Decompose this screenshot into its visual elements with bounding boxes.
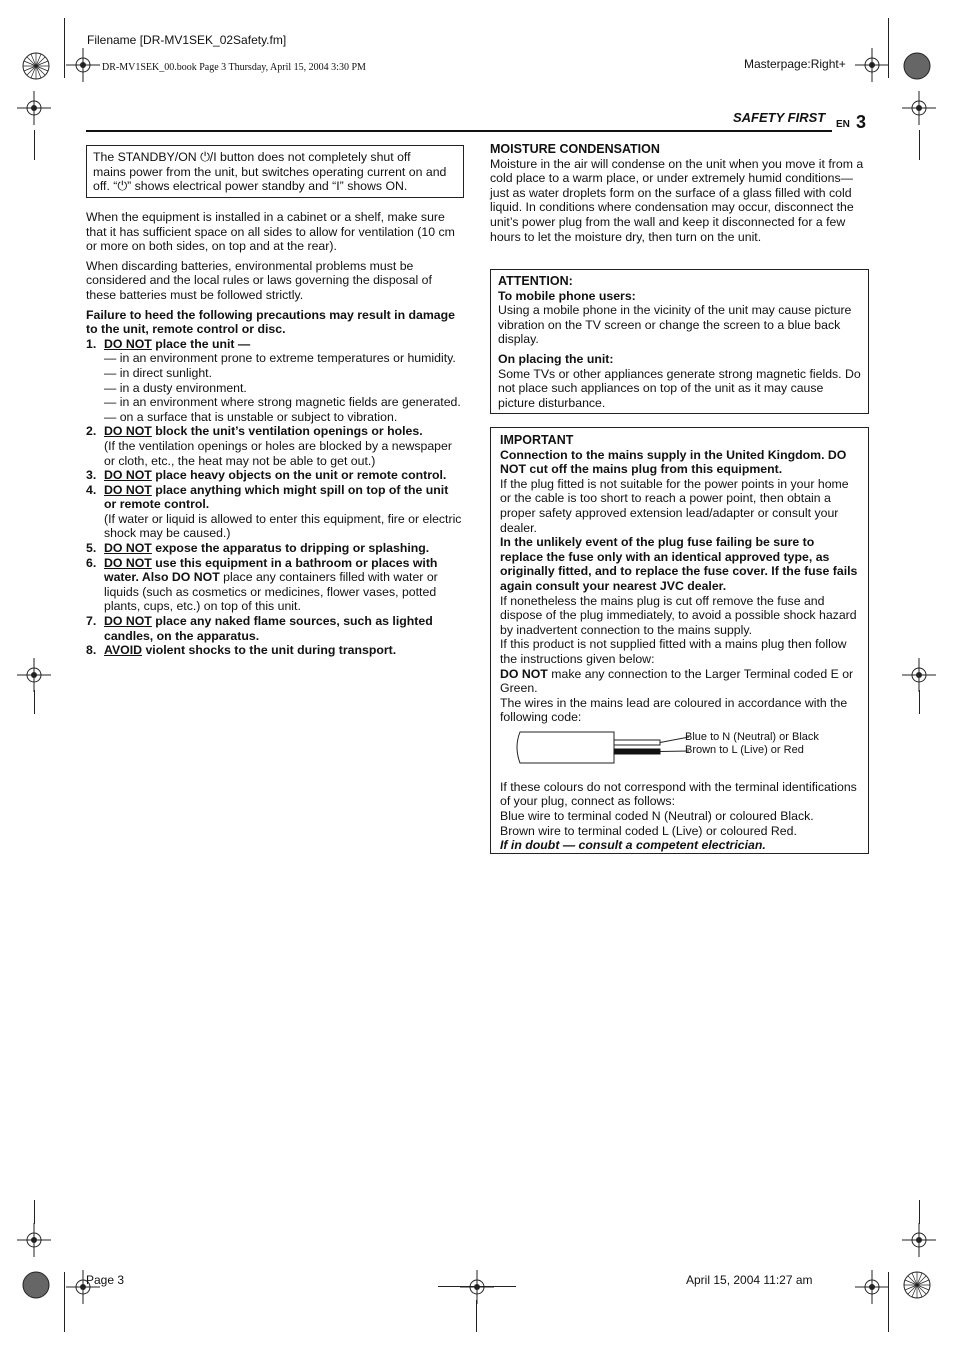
crop-line: [34, 1200, 35, 1224]
crosshair-mark-icon: [855, 48, 889, 82]
precaution-detail: — in direct sunlight.: [104, 365, 212, 380]
print-masterpage: Masterpage:Right+: [744, 57, 846, 71]
not-supplied-text: If this product is not supplied fitted with a mains plug then follow the instructions given below:: [500, 637, 847, 666]
crosshair-mark-icon: [17, 91, 51, 125]
crosshair-mark-icon: [17, 1223, 51, 1257]
print-filename: Filename [DR-MV1SEK_02Safety.fm]: [87, 33, 287, 47]
crosshair-mark-icon: [66, 48, 100, 82]
precaution-text: expose the apparatus to dripping or splashing.: [151, 541, 430, 556]
precautions-list: [86, 337, 462, 658]
precaution-number: 1.: [86, 336, 97, 351]
important-box: IMPORTANT Connection to the mains supply in the United Kingdom. DO NOT cut off the mains plug from this equipment. If the plug fitted is not suitable for the power points in your home or the cable is too short to reach a power point, then obtain a proper safety approved extension lead/adapter or consult your dealer. In the unlikely event of the plug fuse failing be sure to replace the fuse only with an identical approved type, as originally fitted, and to replace the fuse cover. If the fuse fails again consult your nearest JVC dealer. If nonetheless the mains plug is cut off remove the fuse and dispose of the plug immediately, to avoid a possible shock hazard by inadvertent connection to the mains supply. If this product is not supplied fitted with a mains plug then follow the instructions given below: DO NOT make any connection to the Larger Terminal coded E or Green. The wires in the mains lead are coloured in accordance with the following code: Blue to N (Neutral) or Black Brown to L (Live) or Red If these colours do not correspond with the terminal identifications of your plug, connect as follows: Blue wire to terminal coded N (Neutral) or coloured Black. Brown wire to terminal coded L (Live) or coloured Red. If in doubt — consult a competent electrician.: [490, 427, 869, 854]
precaution-number: 5.: [86, 541, 97, 556]
page-number: 3: [856, 112, 867, 132]
mobile-text: Using a mobile phone in the vicinity of the unit may cause picture vibration on the TV screen or change the screen to a blue back display.: [498, 303, 852, 347]
precaution-number: 4.: [86, 482, 97, 497]
precaution-text: violent shocks to the unit during transport.: [142, 643, 397, 658]
print-book-info: DR-MV1SEK_00.book Page 3 Thursday, April 15, 2004 3:30 PM: [102, 62, 366, 73]
fuse-text: In the unlikely event of the plug fuse failing be sure to replace the fuse only with an identical approved type, as originally fitted, and to replace the fuse cover. If the fuse fails again consult your nearest JVC dealer.: [500, 535, 858, 593]
crop-line: [64, 18, 65, 78]
precaution-text: place heavy objects on the unit or remote control.: [151, 468, 447, 483]
precaution-detail: — on a surface that is unstable or subject to vibration.: [104, 409, 398, 424]
moisture-section: [490, 142, 870, 244]
brown-wire-text: Brown wire to terminal coded L (Live) or coloured Red.: [500, 823, 797, 838]
moisture-text: Moisture in the air will condense on the unit when you move it from a cold place to a warm place, or under extremely humid conditions—just as water droplets form on the surface of a glass filled with cold liquid. In conditions where condensation may occur, disconnect the unit’s power plug from the wall and keep it disconnected for a few hours to let the moisture dry, then turn on the unit.: [490, 156, 864, 244]
registration-mark-icon: [21, 51, 51, 81]
paragraph-batteries: When discarding batteries, environmental problems must be considered and the local rules or laws governing the disposal of these batteries must be followed strictly.: [86, 258, 432, 302]
precaution-detail: — in an environment where strong magnetic fields are generated.: [104, 395, 461, 410]
crosshair-mark-icon: [460, 1270, 494, 1304]
precaution-keyword: AVOID: [104, 643, 143, 658]
precaution-number: 8.: [86, 643, 97, 658]
precaution-detail: (If the ventilation openings or holes are blocked by a newspaper or cloth, etc., the heat may not be able to get out.): [104, 438, 452, 468]
precaution-text-rest: place any containers filled with water or liquids (such as cosmetics or medicines, flower vases, potted plants, cups, etc.) on top of this unit.: [104, 570, 438, 614]
precaution-keyword: DO NOT: [104, 482, 152, 497]
precaution-number: 3.: [86, 468, 97, 483]
print-footer-date: April 15, 2004 11:27 am: [686, 1273, 813, 1287]
header-rule: [86, 130, 832, 132]
placing-text: Some TVs or other appliances generate strong magnetic fields. Do not place such appliances on top of the unit as it may cause picture disturbance.: [498, 366, 861, 410]
precaution-text: block the unit’s ventilation openings or holes.: [151, 424, 423, 439]
crop-line: [888, 1272, 889, 1332]
precaution-number: 6.: [86, 555, 97, 570]
wires-text: The wires in the mains lead are coloured in accordance with the following code:: [500, 695, 848, 725]
registration-mark-icon: [902, 51, 932, 81]
crosshair-mark-icon: [17, 658, 51, 692]
precaution-item: [86, 556, 462, 614]
plug-text: If the plug fitted is not suitable for the power points in your home or the cable is too short to reach a power point, then obtain a proper safety approved extension lead/adapter or consult your dealer.: [500, 476, 849, 535]
precaution-item: [86, 643, 462, 658]
precaution-keyword: DO NOT: [104, 614, 152, 629]
crop-line: [34, 690, 35, 714]
crosshair-mark-icon: [902, 91, 936, 125]
crop-line: [438, 1286, 516, 1287]
precaution-text: place any naked flame sources, such as lighted candles, on the apparatus.: [104, 614, 433, 643]
standby-notice-box: The STANDBY/ON ⏻/I button does not completely shut off mains power from the unit, but switches operating current on and off. “⏻” shows electrical power standby and “I” shows ON.: [86, 145, 464, 198]
precaution-item: [86, 424, 462, 468]
colours-text: If these colours do not correspond with the terminal identifications of your plug, connect as follows:: [500, 779, 857, 809]
wire-blue-label: Blue to N (Neutral) or Black: [685, 730, 819, 743]
wire-diagram: [500, 730, 859, 780]
crosshair-mark-icon: [855, 1270, 889, 1304]
precaution-keyword: DO NOT: [104, 555, 152, 570]
crosshair-mark-icon: [902, 658, 936, 692]
precaution-detail: — in an environment prone to extreme temperatures or humidity.: [104, 351, 456, 366]
precaution-number: 2.: [86, 424, 97, 439]
important-title: IMPORTANT: [500, 433, 574, 447]
crop-line: [476, 1300, 477, 1332]
mains-lead-icon: [514, 730, 689, 768]
wire-brown-label: Brown to L (Live) or Red: [685, 743, 804, 756]
crop-line: [34, 130, 35, 160]
precaution-keyword: DO NOT: [104, 541, 152, 556]
crosshair-mark-icon: [902, 1223, 936, 1257]
precaution-item: [86, 541, 462, 556]
precaution-item: [86, 337, 462, 425]
lang-code: EN: [836, 119, 850, 130]
print-footer-page: Page 3: [86, 1273, 125, 1287]
precaution-text: place the unit —: [151, 336, 251, 351]
precaution-keyword: DO NOT: [104, 468, 152, 483]
placing-heading: On placing the unit:: [498, 351, 614, 366]
crop-line: [919, 1200, 920, 1224]
precaution-keyword: DO NOT: [104, 424, 152, 439]
doubt-text: If in doubt — consult a competent electrician.: [500, 838, 766, 853]
donot-label: DO NOT: [500, 666, 548, 681]
standby-on-icon: ⏻/I: [200, 150, 217, 164]
registration-mark-icon: [21, 1270, 51, 1300]
precaution-item: [86, 468, 462, 483]
paragraph-cabinet: When the equipment is installed in a cabinet or a shelf, make sure that it has sufficient space on all sides to allow for ventilation (10 cm or more on both sides, on top and at the rear).: [86, 210, 455, 254]
left-body: [86, 210, 462, 658]
blue-wire-text: Blue wire to terminal coded N (Neutral) or coloured Black.: [500, 809, 814, 824]
attention-box: [490, 269, 869, 414]
crop-line: [919, 130, 920, 160]
precaution-number: 7.: [86, 614, 97, 629]
attention-title: ATTENTION:: [498, 274, 573, 288]
mobile-heading: To mobile phone users:: [498, 288, 636, 303]
registration-mark-icon: [902, 1270, 932, 1300]
precaution-text: use this equipment in a bathroom or places with water. Also DO NOT: [104, 555, 438, 585]
failure-heading: Failure to heed the following precautions may result in damage to the unit, remote control or disc.: [86, 307, 455, 337]
precaution-item: [86, 483, 462, 541]
precaution-detail: (If water or liquid is allowed to enter this equipment, fire or electric shock may be caused.): [104, 511, 462, 541]
precaution-item: [86, 614, 462, 643]
precaution-text: place anything which might spill on top of the unit or remote control.: [104, 482, 449, 512]
crop-line: [888, 18, 889, 78]
crop-line: [919, 690, 920, 714]
crop-line: [64, 1272, 65, 1332]
cut-plug-text: If nonetheless the mains plug is cut off remove the fuse and dispose of the plug immediately, to avoid a possible shock hazard by inadvertent connection to the mains supply.: [500, 593, 857, 637]
precaution-detail: — in a dusty environment.: [104, 380, 247, 395]
connection-text: Connection to the mains supply in the United Kingdom. DO NOT cut off the mains plug from this equipment.: [500, 447, 847, 477]
moisture-title: MOISTURE CONDENSATION: [490, 142, 660, 156]
standby-icon: ⏻: [117, 179, 128, 194]
precaution-keyword: DO NOT: [104, 336, 152, 351]
section-title: SAFETY FIRST: [733, 110, 826, 125]
